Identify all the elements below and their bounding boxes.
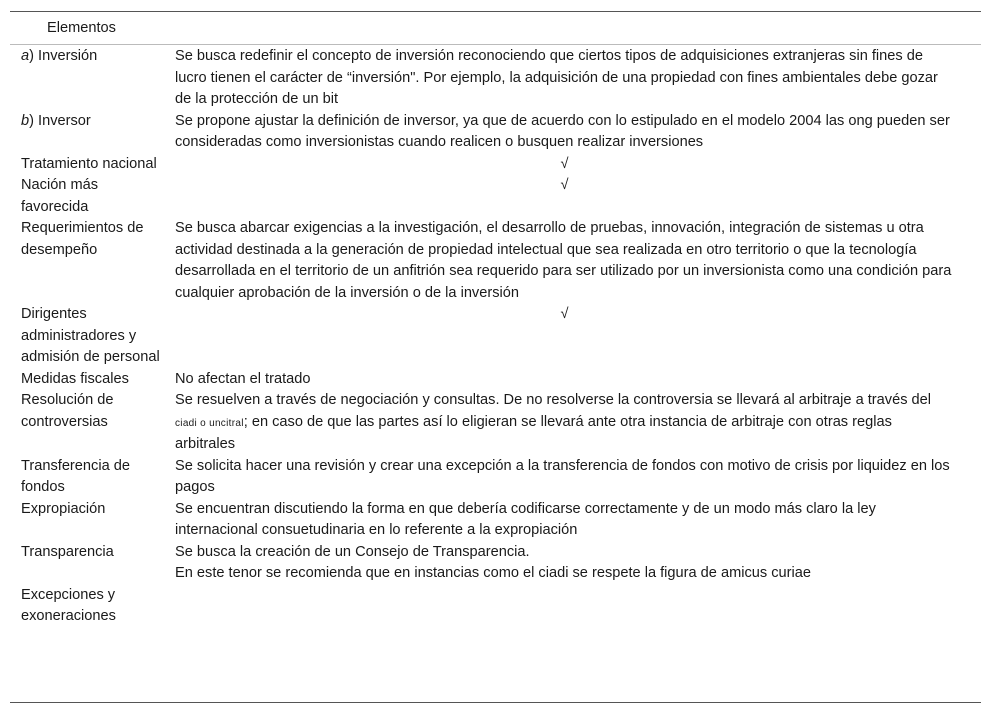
row-label: Transparencia (21, 543, 114, 560)
row-description (164, 304, 954, 326)
row-description: Se busca redefinir el concepto de inversión reconociendo que ciertos tipos de adquisiciones extranjeras sin fines de lucro tienen el carácter de “inversión". Por ejemplo, la adquisición de una propiedad con fines ambientales debe gozar de la protección de un bit (175, 48, 938, 107)
row-description: No afectan el tratado (175, 370, 311, 387)
table-bottom-rule (10, 702, 981, 703)
check-mark: √ (560, 155, 569, 172)
table-row (10, 304, 981, 369)
row-description: Se encuentran discutiendo la forma en que debería codificarse correctamente y de un modo más claro la ley internacional consuetudinaria en lo referente a la expropiación (175, 500, 876, 538)
desc-part: Se resuelven a través de negociación y consultas. De no resolverse la controversia se llevará al arbitraje a través del (175, 392, 932, 408)
row-label: Requerimientos de desempeño (21, 220, 144, 258)
row-label: Dirigentes administradores y admisión de personal (21, 306, 160, 365)
row-label: Medidas fiscales (21, 370, 129, 387)
table-row (10, 369, 981, 391)
table-row (10, 456, 981, 499)
table-row (10, 46, 981, 111)
row-label: Resolución de controversias (21, 392, 114, 430)
row-label: Tratamiento nacional (21, 155, 157, 172)
row-description: Se propone ajustar la definición de inversor, ya que de acuerdo con lo estipulado en el modelo 2004 las ong pueden ser consideradas como inversionistas cuando realicen o busquen realizar inversiones (175, 112, 950, 150)
table-row (10, 154, 981, 176)
table-header (10, 12, 981, 44)
table-row (10, 585, 981, 628)
row-description (164, 175, 954, 197)
table-row (10, 111, 981, 154)
desc-line: En este tenor se recomienda que en instancias como el ciadi se respete la figura de amicus curiae (175, 565, 811, 581)
check-mark: √ (560, 177, 569, 193)
row-description (164, 390, 954, 456)
header-divider (10, 44, 981, 45)
row-label: Nación más favorecida (21, 177, 99, 215)
row-label (10, 46, 164, 68)
table-row (10, 218, 981, 304)
desc-smallcaps: ciadi o uncitral (175, 417, 244, 429)
row-description: Se busca abarcar exigencias a la investigación, el desarrollo de pruebas, innovación, integración de sistemas u otra actividad destinada a la generación de propiedad intelectual que sea realizada en otro territorio o que la tecnología desarrollada en el territorio de un anfitrión sea requerido para ser utilizado por un inversionista como una condición para cualquier aprobación de la inversión o de la inversión (175, 220, 952, 301)
row-description (164, 542, 954, 585)
row-label: Transferencia de fondos (21, 457, 130, 495)
row-label (10, 111, 164, 133)
row-description: Se solicita hacer una revisión y crear una excepción a la transferencia de fondos con motivo de crisis por liquidez en los pagos (175, 457, 950, 495)
label-prefix: b (21, 112, 30, 129)
check-mark: √ (560, 306, 569, 322)
table-row (10, 542, 981, 585)
desc-part: ; en caso de que las partes así lo eligieran se llevará ante otra instancia de arbitraje con otras reglas arbitrales (175, 413, 892, 452)
table-row (10, 175, 981, 218)
row-description (164, 154, 954, 176)
label-text: ) Inversor (29, 112, 91, 129)
label-prefix: a (21, 48, 30, 64)
label-text: ) Inversión (29, 48, 98, 64)
row-label: Excepciones y exoneraciones (21, 586, 116, 624)
row-label: Expropiación (21, 500, 106, 517)
elements-table (10, 11, 981, 628)
desc-line: Se busca la creación de un Consejo de Transparencia. (175, 543, 530, 560)
table-row (10, 499, 981, 542)
table-row (10, 390, 981, 456)
header-elementos: Elementos (47, 20, 116, 36)
